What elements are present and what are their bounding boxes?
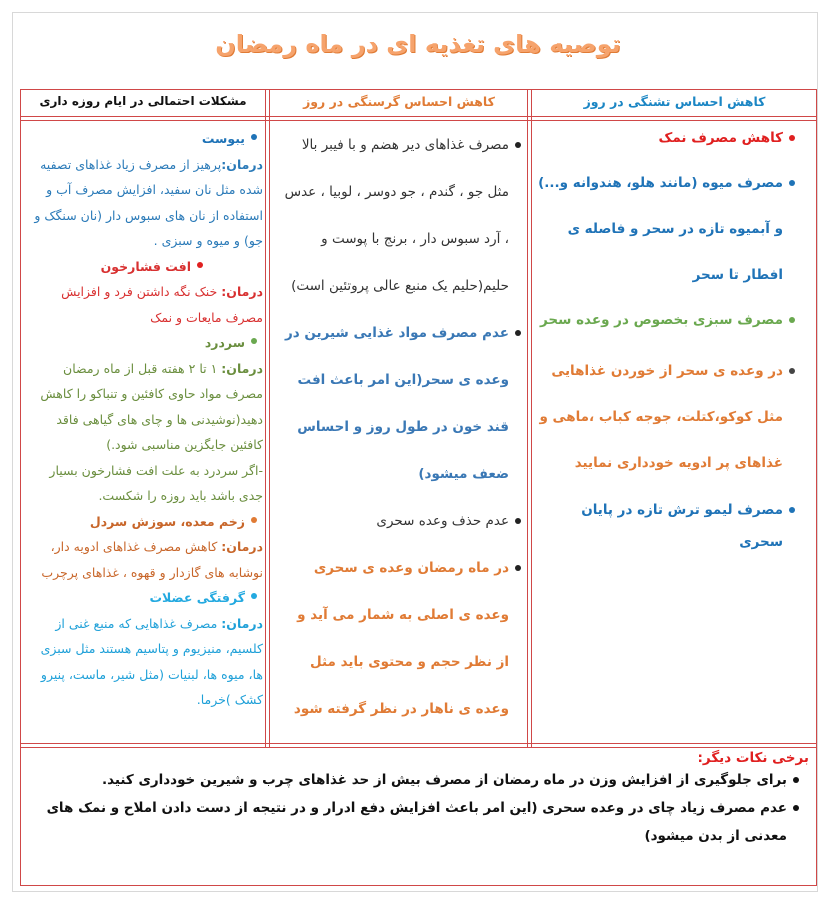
problem-title-row — [27, 585, 263, 611]
tips-list — [29, 766, 809, 850]
row-divider — [21, 116, 816, 117]
treatment-label: درمان: — [221, 284, 263, 299]
problem-title: یبوست — [201, 131, 245, 146]
thirst-item: مصرف میوه (مانند هلو، هندوانه و...) و آبمیوه تازه در سحر و فاصله ی افطار تا سحر — [538, 175, 783, 283]
problem-title-row — [27, 254, 263, 280]
row-divider — [21, 120, 816, 121]
tip-item: عدم مصرف زیاد چای در وعده سحری (این امر باعث افزایش دفع ادرار و در نتیجه از دست دادن املاح و نمک های معدنی از بدن میشود) — [46, 800, 787, 844]
bullet-icon — [251, 593, 257, 599]
problem-block — [27, 585, 263, 713]
bullet-icon — [251, 338, 257, 344]
list-item — [537, 122, 795, 154]
thirst-item: مصرف لیمو ترش تازه در پایان سحری — [581, 502, 783, 550]
hunger-column — [283, 122, 521, 733]
treatment-label: درمان: — [221, 156, 263, 172]
tip-item: برای جلوگیری از افزایش وزن در ماه رمضان از مصرف بیش از حد غذاهای چرب و شیرین خودداری کنید. — [101, 772, 787, 788]
list-item — [283, 310, 521, 498]
bullet-icon — [789, 180, 795, 186]
column-divider — [265, 90, 266, 747]
problem-title: افت فشارخون — [100, 258, 191, 274]
problem-treatment — [27, 534, 263, 585]
nutrition-table — [20, 89, 817, 886]
thirst-column — [537, 122, 795, 558]
list-item — [537, 494, 795, 558]
problem-title: زخم معده، سوزش سردل — [89, 513, 245, 529]
treatment-label: درمان: — [221, 615, 263, 631]
treatment-label: درمان: — [221, 360, 263, 376]
problem-block — [27, 509, 263, 586]
bullet-icon — [789, 368, 795, 374]
header-hunger: کاهش احساس گرسنگی در روز — [303, 94, 495, 109]
bullet-icon — [789, 317, 795, 323]
thirst-item: کاهش مصرف نمک — [658, 130, 783, 146]
problem-block — [27, 126, 263, 254]
bullet-icon — [251, 134, 257, 140]
bullet-icon — [515, 565, 521, 571]
treatment-label: درمان: — [221, 539, 263, 554]
treatment-text: خنک نگه داشتن فرد و افزایش مصرف مایعات و نمک — [61, 284, 263, 325]
problem-treatment — [27, 152, 263, 254]
column-divider — [269, 90, 270, 747]
bullet-icon — [515, 330, 521, 336]
header-thirst: کاهش احساس تشنگی در روز — [583, 94, 766, 109]
list-item — [29, 794, 799, 850]
list-item — [283, 122, 521, 310]
bullet-icon — [789, 135, 795, 141]
thirst-item: مصرف سبزی بخصوص در وعده سحر — [539, 312, 783, 328]
treatment-text: مصرف غذاهایی که منبع غنی از کلسیم، منیزیوم و پتاسیم هستند مثل سبزی ها، میوه ها، لبنیات (مثل شیر، ماست، پنیرو کشک )خرما. — [40, 615, 263, 707]
list-item — [537, 304, 795, 336]
column-divider — [527, 90, 528, 747]
hunger-item: عدم حذف وعده سحری — [376, 513, 509, 529]
hunger-item: مصرف غذاهای دیر هضم و با فیبر بالا مثل جو ، گندم ، جو دوسر ، لوبیا ، عدس ، آرد سبوس دار ، برنج با پوست و حلیم(حلیم یک منبع عالی پروتئین است) — [284, 137, 509, 294]
list-item — [283, 545, 521, 733]
problem-treatment — [27, 356, 263, 458]
bullet-icon — [251, 517, 257, 523]
hunger-item: در ماه رمضان وعده ی سحری وعده ی اصلی به شمار می آید و از نظر حجم و محتوی باید مثل وعده ی ناهار در نظر گرفته شود — [293, 560, 509, 717]
treatment-text: ۱ تا ۲ هفته قبل از ماه رمضان مصرف مواد حاوی کافئین و تنباکو را کاهش دهید(نوشیدنی ها و چای های گیاهی فاقد کافئین جایگزین مناسبی شود.) — [40, 360, 263, 452]
bullet-icon — [515, 142, 521, 148]
problem-title: گرفتگی عضلات — [149, 590, 245, 605]
problem-treatment — [27, 279, 263, 330]
problem-title-row — [27, 126, 263, 152]
list-item — [537, 160, 795, 298]
hunger-item: عدم مصرف مواد غذایی شیرین در وعده ی سحر(این امر باعث افت قند خون در طول روز و احساس ضعف میشود) — [284, 325, 509, 482]
list-item — [29, 766, 799, 794]
row-divider — [21, 747, 816, 748]
header-problems: مشکلات احتمالی در ایام روزه داری — [39, 94, 247, 108]
bullet-icon — [793, 777, 799, 783]
bullet-icon — [793, 805, 799, 811]
problem-block — [27, 254, 263, 331]
problem-title: سردرد — [204, 335, 245, 350]
tips-title: برخی نکات دیگر: — [697, 750, 809, 766]
bullet-icon — [789, 507, 795, 513]
problem-extra: -اگر سردرد به علت افت فشارخون بسیار جدی باشد باید روزه را شکست. — [49, 462, 263, 503]
bullet-icon — [515, 518, 521, 524]
page-title: توصیه های تغذیه ای در ماه رمضان — [215, 30, 621, 58]
problem-treatment — [27, 611, 263, 713]
list-item — [283, 498, 521, 545]
row-divider — [21, 743, 816, 744]
treatment-text: پرهیز از مصرف زیاد غذاهای تصفیه شده مثل نان سفید، افزایش مصرف آب و استفاده از نان های سبوس دار (نان سنگک و جو) و میوه و سبزی . — [34, 156, 263, 248]
problem-title-row — [27, 330, 263, 356]
thirst-item: در وعده ی سحر از خوردن غذاهایی مثل کوکو،کتلت، جوجه کباب ،ماهی و غذاهای پر ادویه خودداری نمایید — [539, 363, 783, 471]
list-item — [537, 348, 795, 486]
bullet-icon — [197, 262, 203, 268]
problem-title-row — [27, 509, 263, 535]
column-divider — [531, 90, 532, 747]
problem-block — [27, 330, 263, 509]
treatment-text: کاهش مصرف غذاهای ادویه دار، نوشابه های گازدار و قهوه ، غذاهای پرچرب — [41, 539, 263, 580]
problems-column — [27, 126, 263, 713]
tips-section — [29, 750, 809, 850]
